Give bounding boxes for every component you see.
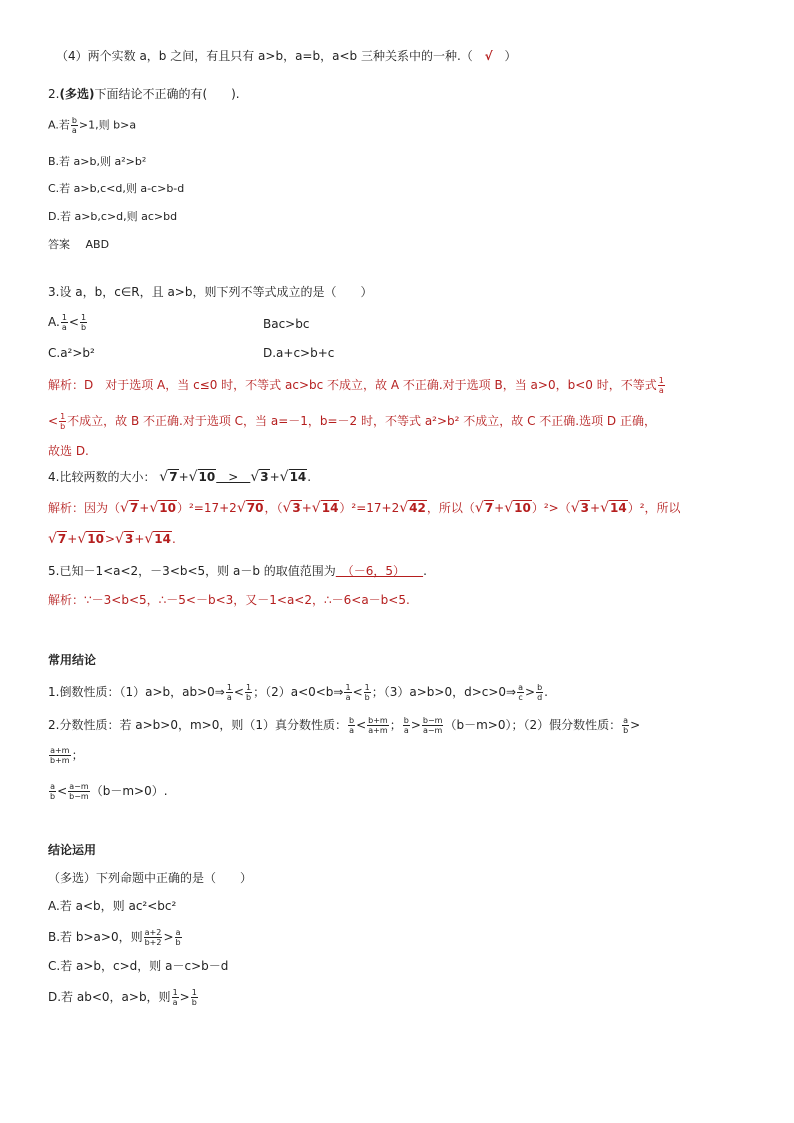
q2-answer bbox=[48, 237, 109, 253]
application-option-c: C.若 a>b，c>d，则 a－c>b－d bbox=[48, 959, 229, 973]
answer-label: 答案 bbox=[48, 238, 70, 251]
sqrt-expression: √7 bbox=[159, 469, 178, 485]
q5-title: 5.已知－1<a<2，－3<b<5，则 a－b 的取值范围为 （－6，5） . bbox=[48, 564, 427, 578]
q3-option-b: Bac>bc bbox=[263, 317, 310, 331]
q3-option-c: C.a²>b² bbox=[48, 346, 95, 360]
multi-select-tag: (多选) bbox=[59, 87, 95, 101]
q4-solution-line1: 解析：因为（√7+√10）²=17+2√70，（√3+√14）²=17+2√42，所以（√7+√10）²>（√3+√14）²，所以 bbox=[48, 500, 681, 516]
answer-blank: > bbox=[216, 470, 251, 484]
q2-option-d: D.若 a>b,c>d,则 ac>bd bbox=[48, 210, 178, 223]
answer-value: ABD bbox=[85, 238, 110, 251]
q4-title: 4.比较两数的大小： √7+√10 > √3+√14. bbox=[48, 469, 312, 485]
section-heading-conclusions: 常用结论 bbox=[48, 653, 97, 667]
q3-options-row1 bbox=[48, 313, 748, 332]
conclusion-1: 1.倒数性质：（1）a>b，ab>0⇒ $\frac{1}{a}$ < $\frac{1}{b}$ ；（2）a<0<b⇒ $\frac{1}{a}$ < $\frac{1}{b}$ ；（3）a>b>0，d>c>0⇒ $\frac{a}{c}$ > $\frac{b}{d}$ . bbox=[48, 683, 548, 702]
q3-options-row2 bbox=[48, 345, 748, 361]
conclusion-2-cont: $\frac{a+m}{b+m}$ ； bbox=[50, 746, 84, 765]
q4-solution-line2: √7+√10>√3+√14. bbox=[48, 531, 176, 547]
q3-solution-line1: 解析：D 对于选项 A，当 c≤0 时，不等式 ac>bc 不成立，故 A 不正确.对于选项 B，当 a>0，b<0 时，不等式 $\frac{1}{a}$ bbox=[48, 376, 664, 395]
section-heading-application: 结论运用 bbox=[48, 843, 97, 857]
q3-solution-line3: 故选 D. bbox=[48, 444, 89, 458]
q2-option-a: A.若 $\frac{b}{a}$ >1,则 b>a bbox=[48, 116, 137, 135]
q2-option-b: B.若 a>b,则 a²>b² bbox=[48, 155, 147, 168]
q2-option-c: C.若 a>b,c<d,则 a-c>b-d bbox=[48, 182, 185, 195]
answer-blank: （－6，5） bbox=[335, 564, 424, 578]
check-mark: √ bbox=[484, 49, 493, 63]
application-option-a: A.若 a<b，则 ac²<bc² bbox=[48, 899, 177, 913]
fraction: $\frac{b}{a}$ bbox=[71, 116, 77, 135]
q5-solution: 解析：∵－3<b<5，∴－5<－b<3，又－1<a<2，∴－6<a－b<5. bbox=[48, 593, 410, 607]
q4-item-close: ） bbox=[504, 49, 517, 63]
q4-item bbox=[56, 48, 516, 64]
q3-solution-line2: < $\frac{1}{b}$ 不成立，故 B 不正确.对于选项 C，当 a=－1，b=－2 时，不等式 a²>b² 不成立，故 C 不正确.选项 D 正确， bbox=[48, 412, 656, 431]
q3-option-d: D.a+c>b+c bbox=[263, 346, 335, 360]
application-option-d: D.若 ab<0，a>b，则 $\frac{1}{a}$ > $\frac{1}{b}$ bbox=[48, 988, 197, 1007]
conclusion-2: 2.分数性质：若 a>b>0，m>0，则（1）真分数性质： $\frac{b}{a}$ < $\frac{b+m}{a+m}$ ； $\frac{b}{a}$ > $\frac{b-m}{a-m}$ （b－m>0）；（2）假分数性质： $\frac{a}{b}$ > bbox=[48, 716, 641, 735]
application-title: （多选）下列命题中正确的是（ ） bbox=[48, 871, 253, 885]
q3-option-a: A. $\frac{1}{a}$ < $\frac{1}{b}$ bbox=[48, 313, 87, 332]
conclusion-2-last: $\frac{a}{b}$ < $\frac{a-m}{b-m}$ （b－m>0）. bbox=[50, 782, 168, 801]
q4-item-text: （4）两个实数 a，b 之间，有且只有 a>b，a=b，a<b 三种关系中的一种.（ bbox=[56, 49, 473, 63]
q3-title: 3.设 a，b，c∈R，且 a>b，则下列不等式成立的是（ ） bbox=[48, 285, 373, 299]
application-option-b: B.若 b>a>0，则 $\frac{a+2}{b+2}$ > $\frac{a}{b}$ bbox=[48, 928, 181, 947]
q2-title: 2.(多选)下面结论不正确的有( ). bbox=[48, 87, 240, 101]
